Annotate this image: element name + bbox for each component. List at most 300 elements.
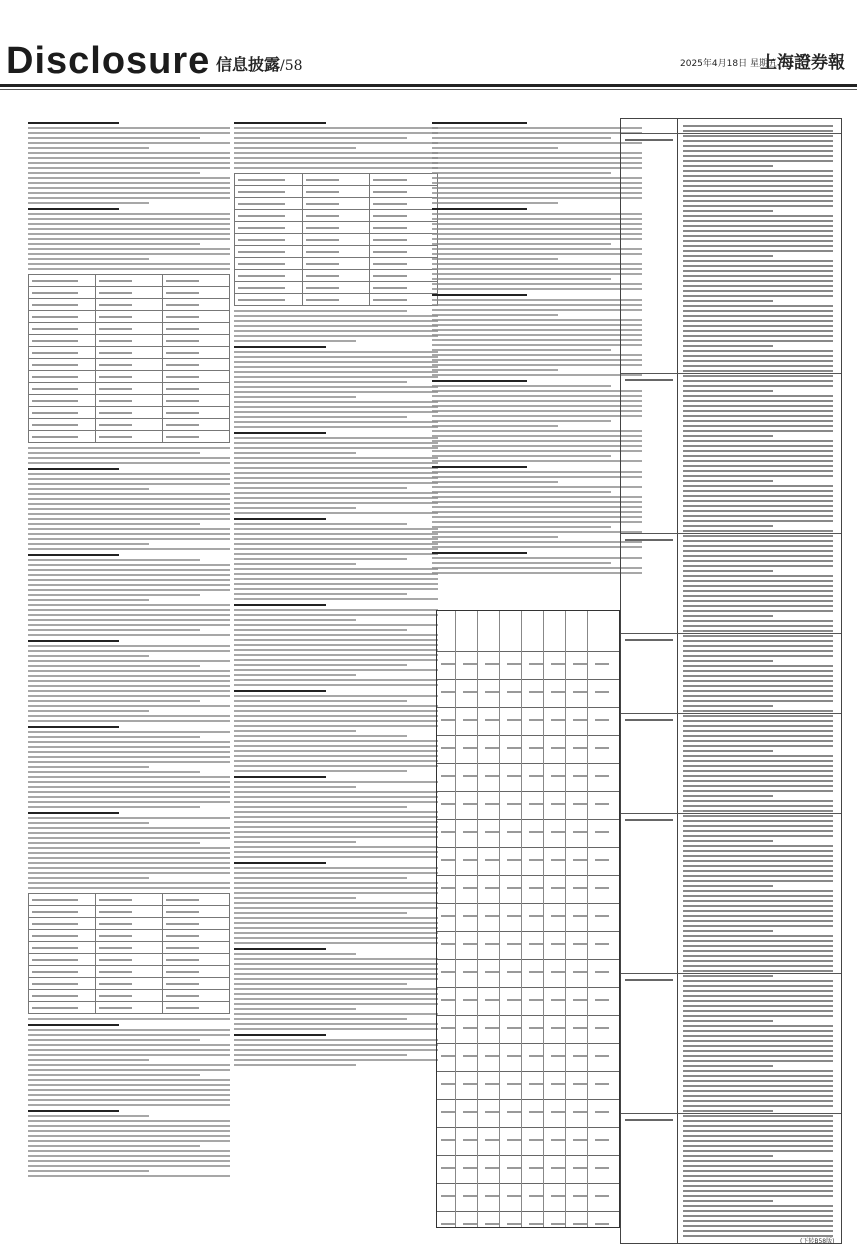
- table-cell-text: [595, 691, 609, 693]
- text-line: [234, 356, 438, 358]
- table-cell-text: [551, 1027, 565, 1029]
- text-line: [28, 806, 200, 808]
- text-line: [28, 218, 230, 220]
- text-line: [432, 516, 642, 518]
- table-row: [437, 679, 619, 680]
- text-line: [28, 827, 230, 829]
- text-line: [28, 594, 200, 596]
- side-row-divider: [621, 373, 841, 374]
- table-column-divider: [455, 611, 456, 1227]
- text-line: [432, 127, 642, 129]
- text-line: [28, 478, 230, 480]
- side-text-line: [683, 155, 833, 157]
- text-line: [28, 862, 230, 864]
- text-line: [234, 856, 438, 858]
- text-line: [432, 263, 642, 265]
- side-text-line: [683, 210, 773, 212]
- table-cell-text: [485, 831, 499, 833]
- text-line: [234, 142, 438, 144]
- side-row-divider: [621, 813, 841, 814]
- side-text-line: [683, 605, 833, 607]
- text-line: [28, 1069, 230, 1071]
- text-line: [28, 695, 230, 697]
- text-line: [28, 731, 230, 733]
- text-line: [234, 361, 438, 363]
- text-line: [432, 253, 642, 255]
- table-row: [437, 819, 619, 820]
- side-text-line: [683, 480, 773, 482]
- table-cell-text: [507, 663, 521, 665]
- side-text-line: [683, 440, 833, 442]
- text-line: [28, 213, 230, 215]
- text-line: [28, 589, 230, 591]
- side-text-line: [683, 915, 833, 917]
- side-text-line: [683, 590, 833, 592]
- data-table: [436, 610, 620, 1228]
- table-cell-text: [485, 775, 499, 777]
- text-line: [28, 1064, 230, 1066]
- table-column-divider: [499, 611, 500, 1227]
- text-line: [234, 978, 438, 980]
- side-text-line: [683, 985, 833, 987]
- side-text-line: [683, 970, 833, 972]
- text-line: [234, 1034, 326, 1036]
- inline-table: [28, 274, 230, 443]
- side-text-line: [683, 1190, 833, 1192]
- side-text-line: [683, 465, 833, 467]
- text-line: [234, 887, 438, 889]
- text-line: [234, 381, 407, 383]
- text-line: [234, 132, 438, 134]
- side-text-line: [683, 525, 773, 527]
- side-text-line: [683, 410, 833, 412]
- text-line: [234, 411, 438, 413]
- table-cell-text: [573, 1083, 587, 1085]
- text-line: [28, 877, 149, 879]
- side-text-line: [683, 565, 833, 567]
- side-text-line: [683, 850, 833, 852]
- text-line: [234, 371, 438, 373]
- text-line: [28, 766, 149, 768]
- text-line: [432, 385, 611, 387]
- side-text-line: [683, 140, 833, 142]
- table-row: [437, 763, 619, 764]
- side-text-line: [683, 145, 833, 147]
- side-text-line: [683, 385, 833, 387]
- text-line: [432, 562, 611, 564]
- side-text-line: [683, 1040, 833, 1042]
- side-text-line: [683, 1060, 833, 1062]
- text-line: [28, 1145, 200, 1147]
- table-cell-text: [529, 691, 543, 693]
- text-line: [234, 836, 438, 838]
- text-line: [234, 998, 438, 1000]
- side-text-line: [683, 815, 833, 817]
- table-cell-text: [551, 1195, 565, 1197]
- text-line: [28, 513, 230, 515]
- side-text-line: [683, 1055, 833, 1057]
- text-line: [28, 1155, 230, 1157]
- text-line: [28, 660, 230, 662]
- table-cell-text: [463, 1055, 477, 1057]
- text-line: [234, 497, 438, 499]
- table-cell-text: [529, 747, 543, 749]
- text-line: [234, 330, 438, 332]
- text-line: [234, 127, 438, 129]
- side-text-line: [683, 630, 833, 632]
- table-cell-text: [507, 915, 521, 917]
- side-text-line: [683, 1005, 833, 1007]
- side-text-line: [683, 905, 833, 907]
- side-text-line: [683, 1130, 833, 1132]
- side-text-line: [683, 740, 833, 742]
- text-line: [28, 528, 230, 530]
- table-cell-text: [551, 803, 565, 805]
- text-line: [28, 1044, 230, 1046]
- table-cell-text: [507, 1195, 521, 1197]
- table-cell-text: [463, 915, 477, 917]
- text-line: [28, 452, 200, 454]
- text-line: [234, 720, 438, 722]
- text-line: [28, 263, 230, 265]
- side-text-line: [683, 335, 833, 337]
- table-cell-text: [485, 747, 499, 749]
- table-row: [437, 959, 619, 960]
- text-line: [432, 435, 642, 437]
- text-line: [28, 786, 230, 788]
- text-line: [234, 659, 438, 661]
- table-cell-text: [463, 1111, 477, 1113]
- side-text-line: [683, 1000, 833, 1002]
- text-line: [234, 548, 438, 550]
- side-text-line: [683, 420, 833, 422]
- text-line: [432, 557, 642, 559]
- text-line: [234, 482, 438, 484]
- side-text-line: [683, 750, 773, 752]
- table-cell-text: [529, 971, 543, 973]
- side-row-divider: [621, 1113, 841, 1114]
- text-line: [28, 1034, 230, 1036]
- column-2-text: [234, 122, 438, 1066]
- side-text-line: [683, 235, 833, 237]
- table-cell-text: [441, 1195, 455, 1197]
- text-line: [234, 684, 438, 686]
- side-text-line: [683, 510, 833, 512]
- text-line: [28, 822, 149, 824]
- text-line: [432, 182, 642, 184]
- side-text-line: [683, 745, 833, 747]
- side-text-line: [683, 885, 773, 887]
- text-line: [234, 745, 438, 747]
- table-cell-text: [485, 943, 499, 945]
- text-line: [28, 182, 230, 184]
- text-line: [234, 558, 407, 560]
- text-line: [28, 650, 230, 652]
- text-line: [432, 288, 642, 290]
- text-line: [28, 167, 230, 169]
- table-column-divider: [521, 611, 522, 1227]
- text-line: [234, 619, 356, 621]
- side-text-line: [683, 350, 833, 352]
- table-cell-text: [573, 1139, 587, 1141]
- side-text-line: [683, 340, 833, 342]
- side-text-line: [683, 810, 833, 812]
- table-cell-text: [485, 803, 499, 805]
- side-text-line: [683, 620, 833, 622]
- text-line: [234, 639, 438, 641]
- text-line: [28, 493, 230, 495]
- table-cell-text: [463, 691, 477, 693]
- text-line: [234, 846, 438, 848]
- side-text-line: [683, 315, 833, 317]
- side-text-line: [683, 880, 833, 882]
- side-text-line: [683, 1185, 833, 1187]
- side-text-line: [683, 1170, 833, 1172]
- text-line: [432, 177, 642, 179]
- text-line: [234, 553, 438, 555]
- table-cell-text: [551, 1167, 565, 1169]
- text-line: [432, 450, 642, 452]
- text-line: [234, 351, 438, 353]
- side-text-line: [683, 1100, 833, 1102]
- table-cell-text: [573, 691, 587, 693]
- text-line: [234, 1028, 438, 1030]
- text-line: [234, 983, 407, 985]
- text-line: [234, 851, 438, 853]
- table-row: [437, 1015, 619, 1016]
- table-cell-text: [485, 1083, 499, 1085]
- side-text-line: [683, 1155, 773, 1157]
- table-cell-text: [529, 1055, 543, 1057]
- text-line: [28, 726, 119, 728]
- table-row: [437, 1211, 619, 1212]
- text-line: [28, 243, 200, 245]
- side-text-line: [683, 610, 833, 612]
- table-cell-text: [441, 887, 455, 889]
- text-line: [432, 410, 642, 412]
- side-text-line: [683, 635, 833, 637]
- table-cell-text: [463, 1223, 477, 1225]
- table-row: [437, 903, 619, 904]
- table-cell-text: [551, 663, 565, 665]
- text-line: [432, 122, 527, 124]
- side-text-line: [683, 920, 833, 922]
- table-cell-text: [507, 1055, 521, 1057]
- text-line: [28, 508, 230, 510]
- side-text-line: [683, 830, 833, 832]
- side-text-line: [683, 845, 833, 847]
- side-text-line: [683, 275, 833, 277]
- side-text-line: [683, 1120, 833, 1122]
- table-cell-text: [529, 859, 543, 861]
- side-text-line: [683, 1220, 833, 1222]
- table-cell-text: [507, 719, 521, 721]
- table-row: [437, 1155, 619, 1156]
- table-cell-text: [551, 691, 565, 693]
- side-text-line: [683, 390, 773, 392]
- table-cell-text: [529, 719, 543, 721]
- table-cell-text: [595, 1027, 609, 1029]
- text-line: [28, 543, 149, 545]
- table-cell-text: [441, 859, 455, 861]
- text-line: [234, 705, 438, 707]
- side-text-line: [683, 965, 833, 967]
- table-cell-text: [485, 887, 499, 889]
- text-line: [28, 680, 230, 682]
- text-line: [234, 679, 438, 681]
- side-text-line: [683, 685, 833, 687]
- side-text-line: [683, 455, 833, 457]
- side-text-line: [683, 1105, 833, 1107]
- side-text-line: [683, 195, 833, 197]
- side-label: [625, 639, 673, 641]
- text-line: [28, 1059, 149, 1061]
- side-text-line: [683, 290, 833, 292]
- text-line: [234, 396, 356, 398]
- text-line: [432, 359, 642, 361]
- text-line: [234, 932, 438, 934]
- table-cell-text: [463, 775, 477, 777]
- side-text-line: [683, 545, 833, 547]
- side-text-line: [683, 1140, 833, 1142]
- text-line: [28, 1094, 230, 1096]
- text-line: [28, 538, 230, 540]
- table-cell-text: [595, 1223, 609, 1225]
- table-cell-text: [573, 915, 587, 917]
- table-cell-text: [595, 887, 609, 889]
- text-line: [234, 973, 438, 975]
- table-cell-text: [485, 1223, 499, 1225]
- text-line: [432, 476, 642, 478]
- text-line: [234, 310, 407, 312]
- table-cell-text: [507, 831, 521, 833]
- text-line: [28, 705, 230, 707]
- table-cell-text: [485, 1111, 499, 1113]
- side-text-line: [683, 895, 833, 897]
- text-line: [432, 364, 642, 366]
- side-text-line: [683, 955, 833, 957]
- text-line: [234, 922, 438, 924]
- side-text-line: [683, 1035, 833, 1037]
- text-line: [28, 720, 230, 722]
- side-text-line: [683, 400, 833, 402]
- text-line: [234, 953, 356, 955]
- table-cell-text: [573, 859, 587, 861]
- side-text-line: [683, 665, 833, 667]
- table-cell-text: [573, 719, 587, 721]
- text-line: [234, 386, 438, 388]
- side-text-line: [683, 215, 833, 217]
- table-cell-text: [573, 943, 587, 945]
- text-line: [28, 162, 230, 164]
- table-cell-text: [463, 1083, 477, 1085]
- text-line: [234, 841, 356, 843]
- text-line: [28, 619, 230, 621]
- text-line: [234, 730, 356, 732]
- side-text-line: [683, 1230, 833, 1232]
- text-line: [28, 1110, 119, 1112]
- table-cell-text: [485, 1027, 499, 1029]
- side-text-line: [683, 285, 833, 287]
- text-line: [28, 801, 230, 803]
- side-text-line: [683, 1095, 833, 1097]
- text-line: [432, 268, 642, 270]
- text-line: [432, 506, 642, 508]
- table-cell-text: [551, 1111, 565, 1113]
- text-line: [234, 340, 356, 342]
- side-text-line: [683, 1175, 833, 1177]
- text-line: [234, 649, 438, 651]
- text-line: [234, 872, 438, 874]
- text-line: [234, 593, 407, 595]
- table-cell-text: [595, 1083, 609, 1085]
- side-text-line: [683, 1195, 833, 1197]
- text-line: [28, 847, 230, 849]
- side-text-line: [683, 870, 833, 872]
- table-cell-text: [507, 943, 521, 945]
- text-line: [432, 541, 642, 543]
- text-line: [234, 147, 356, 149]
- text-line: [28, 157, 230, 159]
- table-cell-text: [463, 747, 477, 749]
- text-line: [234, 664, 407, 666]
- text-line: [28, 812, 119, 814]
- column-3-text: [432, 122, 642, 574]
- text-line: [432, 137, 611, 139]
- text-line: [28, 1018, 230, 1020]
- text-line: [28, 1170, 149, 1172]
- text-line: [234, 426, 438, 428]
- text-line: [234, 442, 438, 444]
- text-line: [234, 912, 407, 914]
- column-1: [28, 118, 230, 1242]
- text-line: [234, 629, 407, 631]
- text-line: [234, 725, 438, 727]
- table-cell-text: [463, 999, 477, 1001]
- table-cell-text: [463, 1167, 477, 1169]
- table-cell-text: [551, 971, 565, 973]
- text-line: [234, 695, 438, 697]
- text-line: [432, 329, 642, 331]
- text-line: [28, 253, 230, 255]
- text-line: [432, 278, 611, 280]
- side-text-line: [683, 655, 833, 657]
- text-line: [28, 197, 230, 199]
- table-cell-text: [485, 971, 499, 973]
- text-line: [28, 645, 230, 647]
- text-line: [28, 1115, 149, 1117]
- text-line: [432, 202, 558, 204]
- side-text-line: [683, 865, 833, 867]
- text-line: [234, 740, 438, 742]
- side-text-line: [683, 300, 773, 302]
- text-line: [28, 751, 230, 753]
- text-line: [28, 1074, 200, 1076]
- table-cell-text: [507, 1111, 521, 1113]
- side-text-line: [683, 560, 833, 562]
- side-text-line: [683, 330, 833, 332]
- side-table: [620, 118, 842, 1244]
- table-row: [437, 1071, 619, 1072]
- text-line: [28, 228, 230, 230]
- text-line: [28, 233, 230, 235]
- text-line: [234, 568, 438, 570]
- table-cell-text: [485, 1055, 499, 1057]
- table-row: [437, 875, 619, 876]
- side-text-line: [683, 445, 833, 447]
- text-line: [432, 572, 642, 574]
- text-line: [28, 634, 230, 636]
